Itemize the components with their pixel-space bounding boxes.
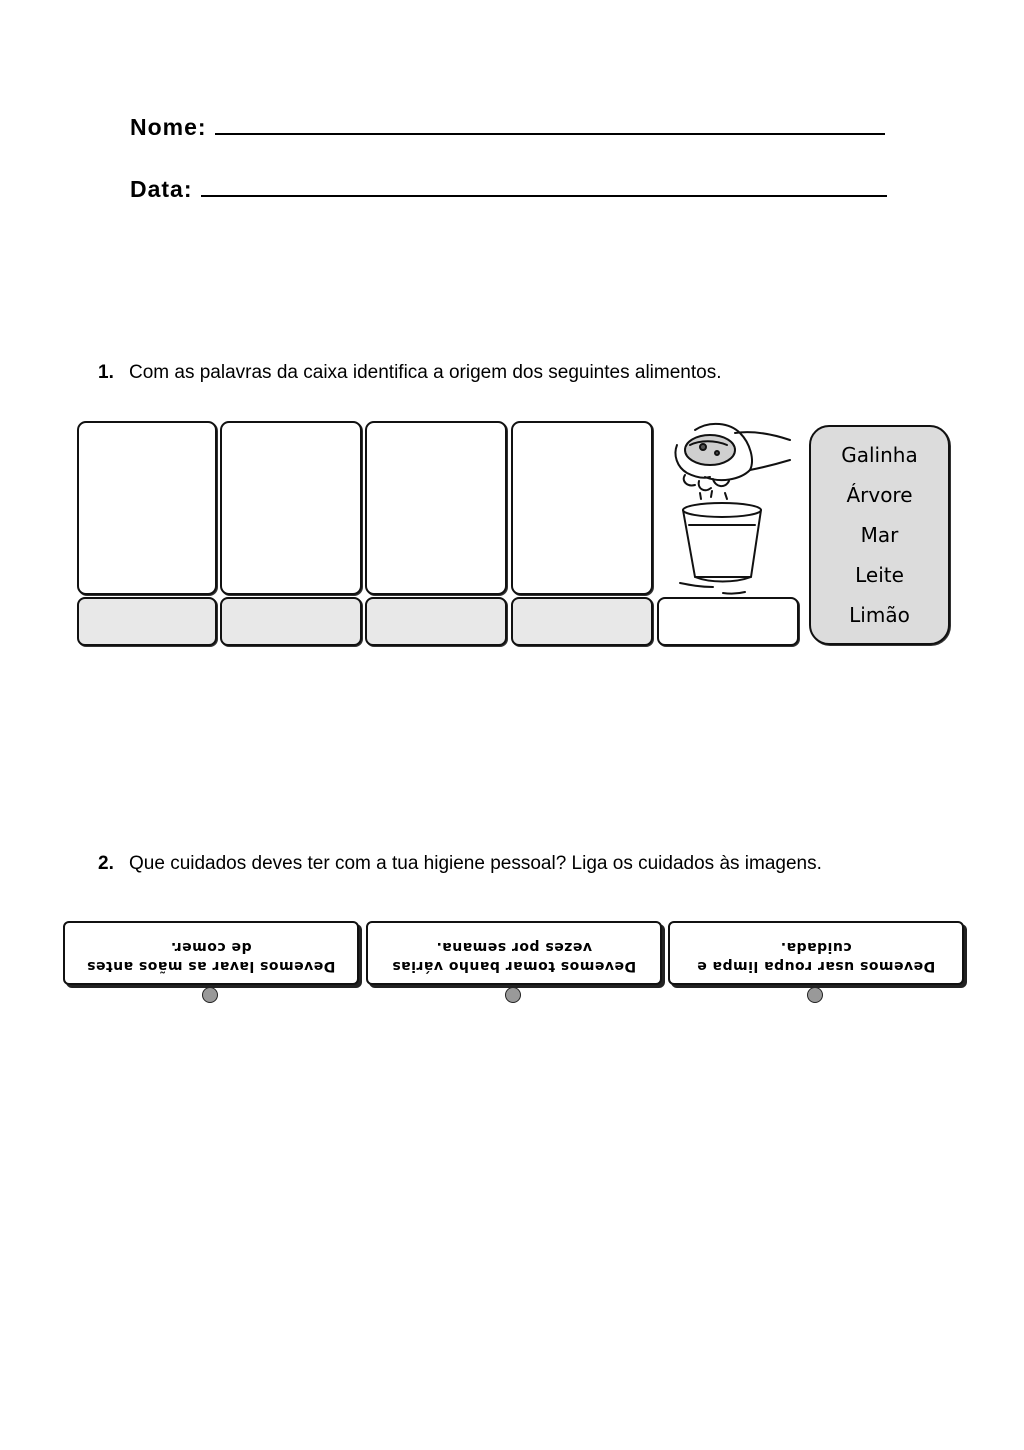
date-line[interactable]	[201, 175, 887, 197]
connector-dot-1[interactable]	[202, 987, 218, 1003]
word-item: Árvore	[846, 483, 913, 507]
connector-dot-2[interactable]	[505, 987, 521, 1003]
hand-squeezing-lemon-illustration	[655, 415, 795, 595]
answer-box-4[interactable]	[511, 597, 653, 646]
question-1	[98, 362, 721, 384]
question-text: Com as palavras da caixa identifica a origem dos seguintes alimentos.	[129, 362, 722, 383]
answer-box-5[interactable]	[657, 597, 799, 646]
name-label: Nome:	[130, 114, 207, 140]
answer-box-2[interactable]	[220, 597, 362, 646]
image-box-2	[220, 421, 362, 595]
answer-box-1[interactable]	[77, 597, 217, 646]
card-line: cuidada.	[780, 939, 852, 955]
question-number: 2.	[98, 853, 114, 874]
card-line: Devemos usar roupa limpa e	[696, 958, 936, 974]
word-box	[809, 425, 950, 645]
care-card-1	[63, 921, 359, 985]
card-line: vezes por semana.	[436, 939, 592, 955]
date-label: Data:	[130, 176, 193, 202]
image-box-1	[77, 421, 217, 595]
date-field[interactable]	[130, 175, 887, 203]
care-card-3	[668, 921, 964, 985]
word-item: Mar	[860, 523, 899, 547]
question-number: 1.	[98, 362, 114, 383]
question-text: Que cuidados deves ter com a tua higiene pessoal? Liga os cuidados às imagens.	[129, 853, 822, 874]
image-box-4	[511, 421, 653, 595]
word-item: Limão	[849, 603, 910, 627]
word-item: Galinha	[841, 443, 918, 467]
connector-dot-3[interactable]	[807, 987, 823, 1003]
word-item: Leite	[855, 563, 904, 587]
image-box-3	[365, 421, 507, 595]
name-line[interactable]	[215, 113, 885, 135]
question-2	[98, 853, 822, 875]
care-card-2	[366, 921, 662, 985]
answer-box-3[interactable]	[365, 597, 507, 646]
card-line: de comer.	[170, 939, 252, 955]
name-field[interactable]	[130, 113, 885, 141]
card-line: Devemos lavar as mãos antes	[86, 958, 336, 974]
card-line: Devemos tomar banho várias	[391, 958, 637, 974]
